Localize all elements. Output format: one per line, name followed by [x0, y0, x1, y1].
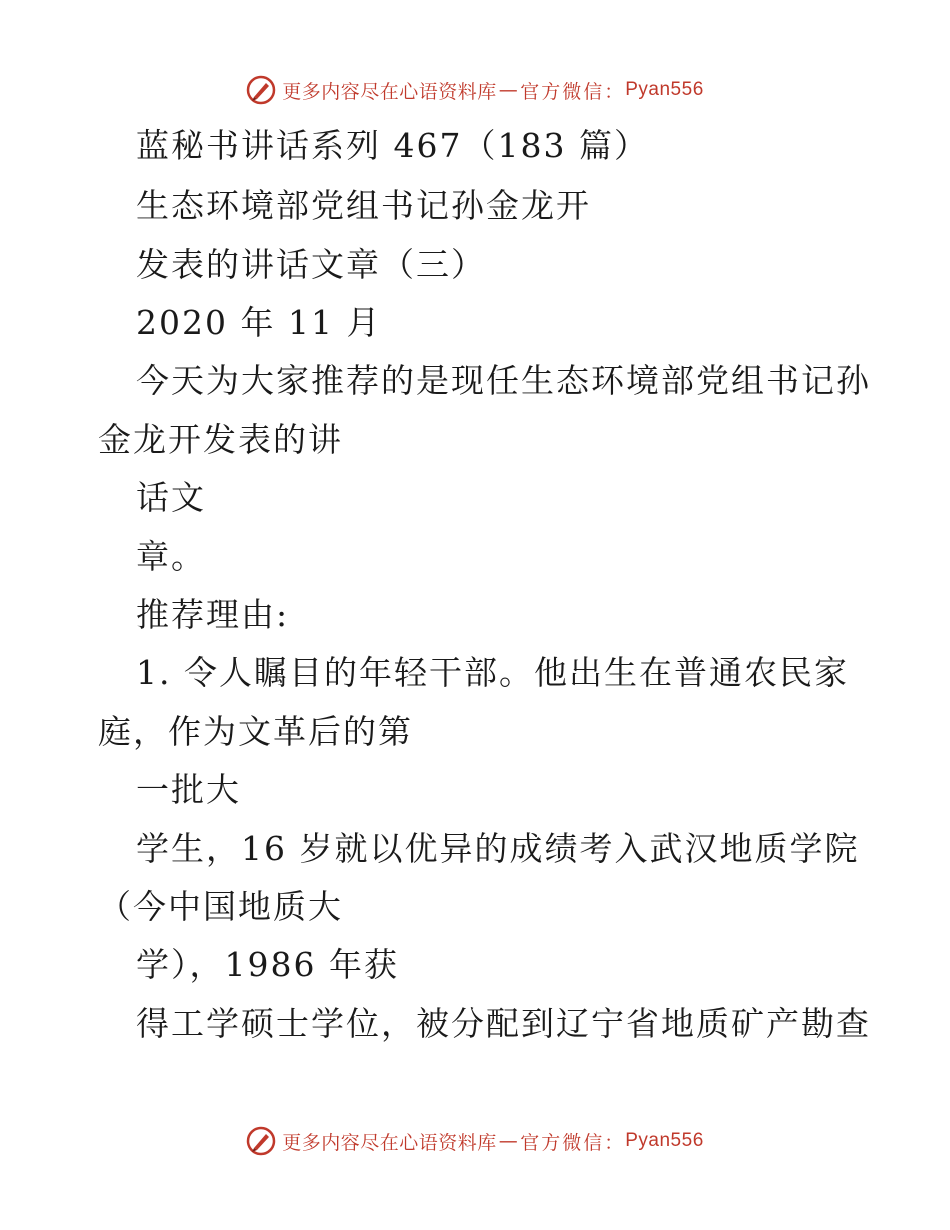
- doc-line-16: 得工学硕士学位，被分配到辽宁省地质矿产勘查: [136, 1004, 871, 1043]
- banner-wechat-id: Pyan556: [625, 79, 704, 100]
- doc-line-5: 今天为大家推荐的是现任生态环境部党组书记孙: [136, 361, 871, 400]
- doc-line-8: 章。: [136, 537, 206, 576]
- banner-dash: —: [498, 1130, 519, 1152]
- doc-line-1: 蓝秘书讲话系列 467（183 篇）: [136, 126, 649, 165]
- doc-line-15: 学），1986 年获: [136, 945, 399, 984]
- footer-banner: [0, 1121, 950, 1161]
- doc-line-11: 庭，作为文革后的第: [98, 712, 413, 751]
- pen-seal-icon: [246, 1126, 276, 1156]
- doc-line-2: 生态环境部党组书记孙金龙开: [136, 186, 591, 225]
- banner-brand: 更多内容尽在心语资料库: [282, 1131, 497, 1154]
- banner-official: 官方微信：: [520, 80, 626, 103]
- header-banner: [0, 70, 950, 110]
- pen-seal-icon: [246, 75, 276, 105]
- banner-wechat-id: Pyan556: [625, 1130, 704, 1151]
- doc-line-6: 金龙开发表的讲: [98, 420, 343, 459]
- banner-dash: —: [498, 79, 519, 101]
- doc-line-14: （今中国地质大: [98, 887, 343, 926]
- banner-brand: 更多内容尽在心语资料库: [282, 80, 497, 103]
- doc-line-13: 学生，16 岁就以优异的成绩考入武汉地质学院: [136, 829, 860, 868]
- doc-line-10: 1. 令人瞩目的年轻干部。他出生在普通农民家: [136, 653, 849, 692]
- doc-line-12: 一批大: [136, 770, 241, 809]
- doc-line-9: 推荐理由:: [136, 595, 290, 634]
- doc-line-3: 发表的讲话文章（三）: [136, 245, 486, 284]
- doc-line-4: 2020 年 11 月: [136, 303, 382, 342]
- doc-line-7: 话文: [136, 478, 206, 517]
- banner-official: 官方微信：: [520, 1131, 626, 1154]
